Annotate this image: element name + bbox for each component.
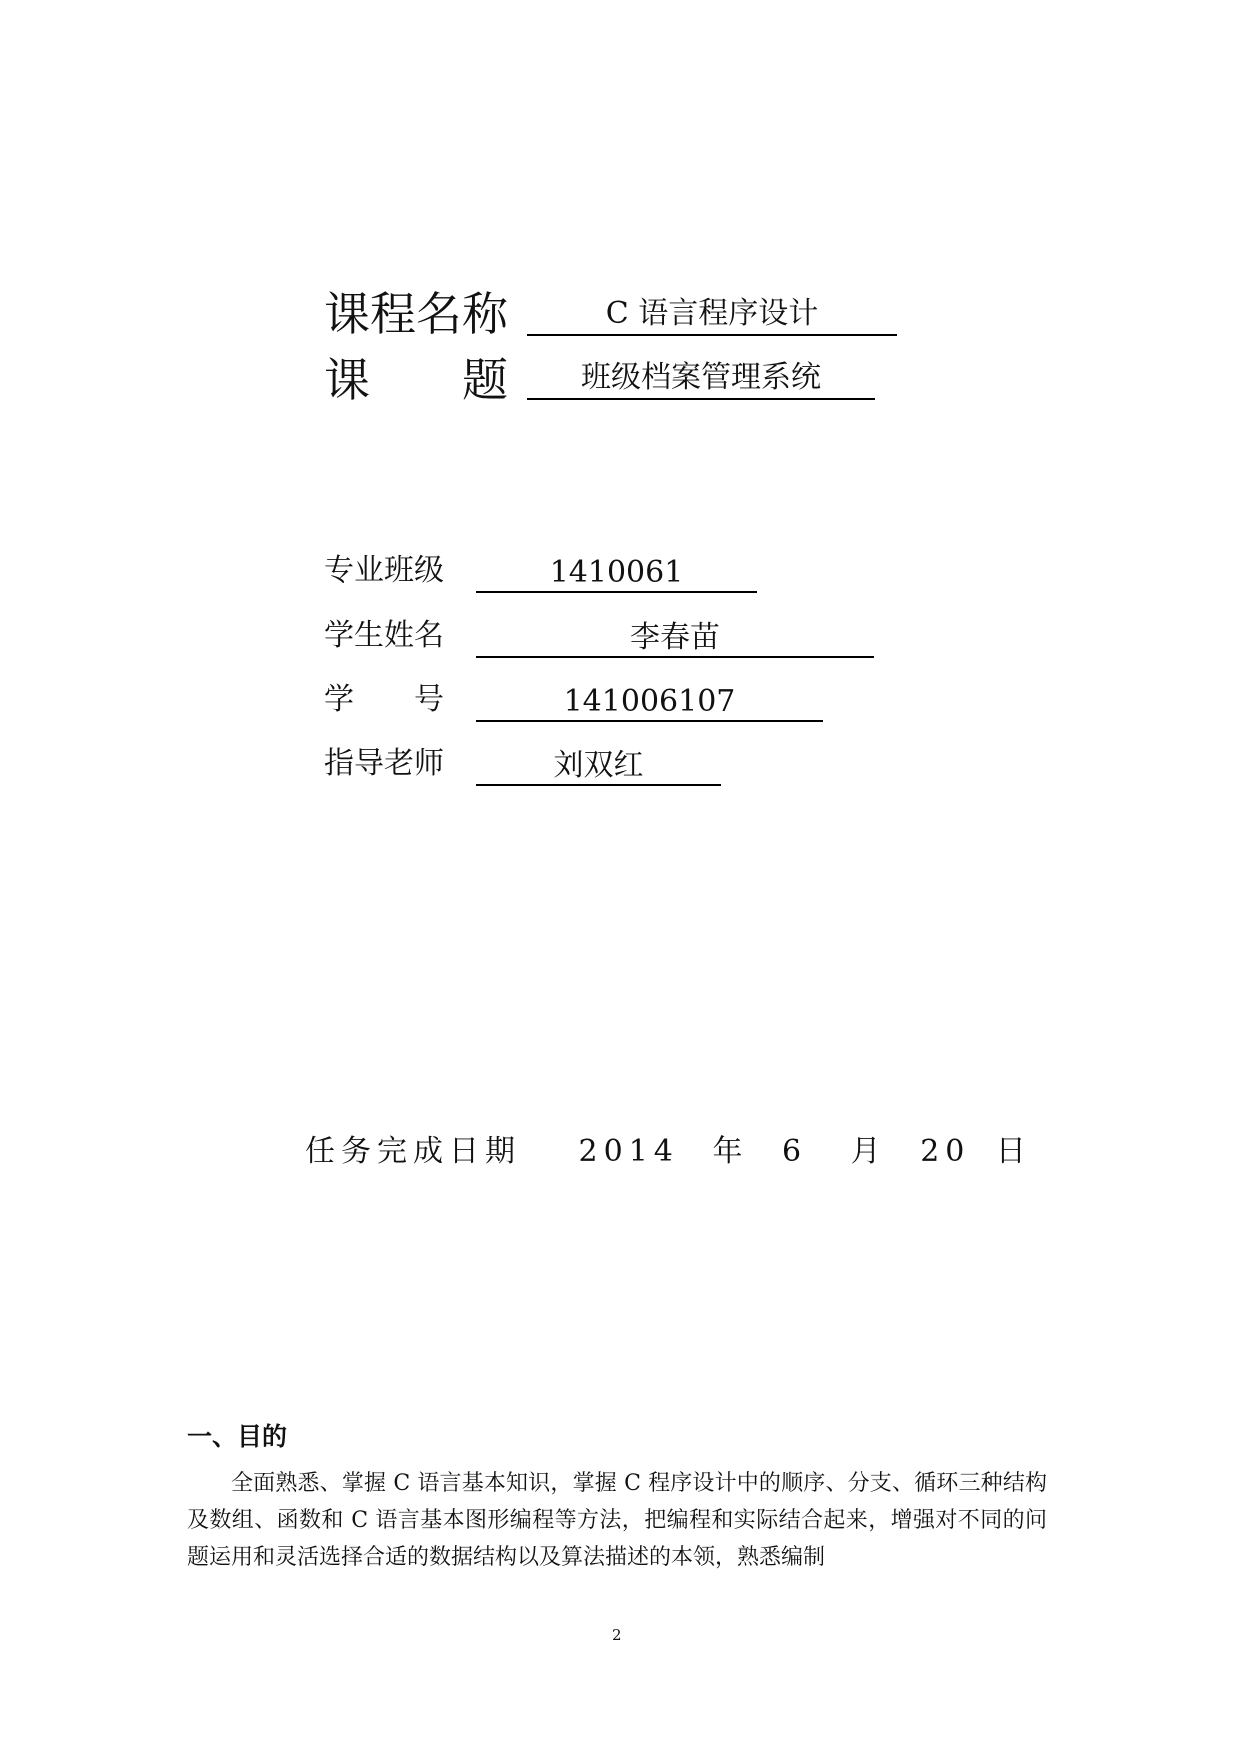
student-name-label: 学生姓名 <box>324 618 444 653</box>
completion-date-day-unit: 日 <box>995 1134 1032 1169</box>
advisor-value: 刘双红 <box>476 748 721 786</box>
completion-date-day: 20 <box>920 1134 971 1169</box>
section-body: 全面熟悉、掌握 C 语言基本知识，掌握 C 程序设计中的顺序、分支、循环三种结构及数组、函数和 C 语言基本图形编程等方法，把编程和实际结合起来，增强对不同的问题运用和灵活选择合适的数据结构以及算法描述的本领，熟悉编制 <box>187 1471 1047 1570</box>
student-id-label: 学 号 <box>324 682 444 717</box>
section-heading: 一、目的 <box>187 1422 288 1451</box>
page-number: 2 <box>612 1626 622 1644</box>
student-name-value: 李春苗 <box>476 620 874 658</box>
topic-label: 课 题 <box>324 353 508 407</box>
course-name-label: 课程名称 <box>324 287 508 341</box>
completion-date-year-unit: 年 <box>712 1134 749 1169</box>
completion-date-label: 任务完成日期 <box>305 1134 521 1169</box>
topic-value: 班级档案管理系统 <box>527 360 875 400</box>
class-label: 专业班级 <box>324 553 444 588</box>
completion-date <box>305 1134 1032 1170</box>
completion-date-month: 6 <box>782 1134 808 1169</box>
completion-date-month-unit: 月 <box>850 1134 887 1169</box>
student-id-value: 141006107 <box>476 684 823 722</box>
advisor-label: 指导老师 <box>324 746 444 781</box>
course-name-value: C 语言程序设计 <box>527 296 897 336</box>
class-value: 1410061 <box>476 555 757 593</box>
completion-date-year: 2014 <box>578 1134 679 1169</box>
